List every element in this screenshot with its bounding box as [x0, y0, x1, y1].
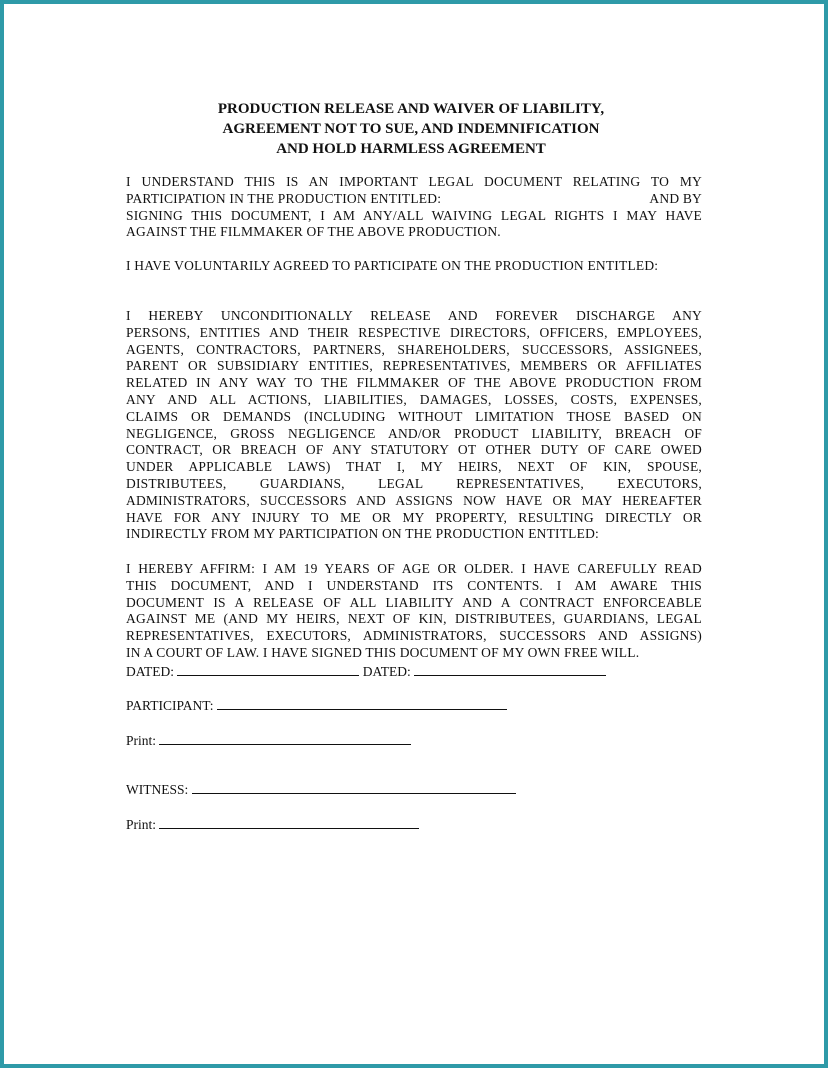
print-label: Print:	[126, 817, 157, 832]
paragraph-release	[126, 308, 702, 543]
participant-signature-line[interactable]	[217, 697, 507, 710]
print-name-line[interactable]	[159, 732, 411, 745]
text-line: IN A COURT OF LAW. I HAVE SIGNED THIS DOCUMENT OF MY OWN FREE WILL.	[126, 644, 640, 660]
text-line: ANY AND ALL ACTIONS, LIABILITIES, DAMAGES, LOSSES, COSTS, EXPENSES,	[126, 391, 702, 407]
print-row	[126, 732, 411, 749]
paragraph-affirm	[126, 561, 702, 662]
text-line: PERSONS, ENTITIES AND THEIR RESPECTIVE DIRECTORS, OFFICERS, EMPLOYEES,	[126, 324, 702, 340]
paragraph-understand	[126, 174, 702, 241]
print-label: Print:	[126, 733, 157, 748]
text-line: AND BY	[649, 190, 702, 206]
text-line: I HEREBY UNCONDITIONALLY RELEASE AND FOREVER DISCHARGE ANY	[126, 308, 702, 323]
title-line: AND HOLD HARMLESS AGREEMENT	[276, 141, 546, 157]
text-line: CLAIMS OR DEMANDS (INCLUDING WITHOUT LIMITATION THOSE BASED ON	[126, 408, 702, 424]
witness-label: WITNESS:	[126, 782, 189, 797]
print-name-line[interactable]	[159, 816, 419, 829]
dated-label: DATED:	[362, 664, 411, 679]
text-line: REPRESENTATIVES, EXECUTORS, ADMINISTRATORS, SUCCESSORS AND ASSIGNS)	[126, 628, 702, 644]
text-line: ADMINISTRATORS, SUCCESSORS AND ASSIGNS NOW HAVE OR MAY HEREAFTER	[126, 492, 702, 508]
text-line: I HEREBY AFFIRM: I AM 19 YEARS OF AGE OR OLDER. I HAVE CAREFULLY READ	[126, 561, 702, 576]
document-title	[0, 99, 828, 159]
title-line: AGREEMENT NOT TO SUE, AND INDEMNIFICATION	[222, 121, 600, 137]
text-line: AGAINST THE FILMMAKER OF THE ABOVE PRODUCTION.	[126, 224, 501, 240]
paragraph-voluntary	[126, 258, 702, 275]
text-line: PARTICIPATION IN THE PRODUCTION ENTITLED:	[126, 190, 442, 206]
text-line: I HAVE VOLUNTARILY AGREED TO PARTICIPATE ON THE PRODUCTION ENTITLED:	[126, 258, 659, 273]
dated-line[interactable]	[414, 663, 606, 676]
text-line: HAVE FOR ANY INJURY TO ME OR MY PROPERTY, RESULTING DIRECTLY OR	[126, 509, 702, 525]
title-line: PRODUCTION RELEASE AND WAIVER OF LIABILITY,	[217, 101, 605, 117]
participant-row	[126, 697, 507, 714]
text-line: DOCUMENT IS A RELEASE OF ALL LIABILITY AND A CONTRACT ENFORCEABLE	[126, 594, 702, 610]
participant-label: PARTICIPANT:	[126, 698, 214, 713]
print-row	[126, 816, 419, 833]
text-line: AGENTS, CONTRACTORS, PARTNERS, SHAREHOLDERS, SUCCESSORS, ASSIGNEES,	[126, 341, 702, 357]
text-line: UNDER APPLICABLE LAWS) THAT I, MY HEIRS, NEXT OF KIN, SPOUSE,	[126, 459, 702, 475]
text-line: AGAINST ME (AND MY HEIRS, NEXT OF KIN, DISTRIBUTEES, GUARDIANS, LEGAL	[126, 611, 702, 627]
text-line: SIGNING THIS DOCUMENT, I AM ANY/ALL WAIVING LEGAL RIGHTS I MAY HAVE	[126, 207, 702, 223]
text-line: INDIRECTLY FROM MY PARTICIPATION ON THE PRODUCTION ENTITLED:	[126, 526, 599, 542]
text-line: PARENT OR SUBSIDIARY ENTITIES, REPRESENTATIVES, MEMBERS OR AFFILIATES	[126, 358, 702, 374]
text-line: THIS DOCUMENT, AND I UNDERSTAND ITS CONTENTS. I AM AWARE THIS	[126, 577, 702, 593]
witness-row	[126, 781, 516, 798]
dated-line[interactable]	[177, 663, 359, 676]
text-line: NEGLIGENCE, GROSS NEGLIGENCE AND/OR PRODUCT LIABILITY, BREACH OF	[126, 425, 702, 441]
text-line: I UNDERSTAND THIS IS AN IMPORTANT LEGAL DOCUMENT RELATING TO MY	[126, 174, 702, 189]
witness-signature-line[interactable]	[192, 781, 516, 794]
text-line: CONTRACT, OR BREACH OF ANY STATUTORY OT OTHER DUTY OF CARE OWED	[126, 442, 702, 458]
text-line: RELATED IN ANY WAY TO THE FILMMAKER OF THE ABOVE PRODUCTION FROM	[126, 375, 702, 391]
text-line: DISTRIBUTEES, GUARDIANS, LEGAL REPRESENTATIVES, EXECUTORS,	[126, 475, 702, 491]
dated-label: DATED:	[126, 664, 174, 679]
dated-row	[126, 663, 606, 680]
